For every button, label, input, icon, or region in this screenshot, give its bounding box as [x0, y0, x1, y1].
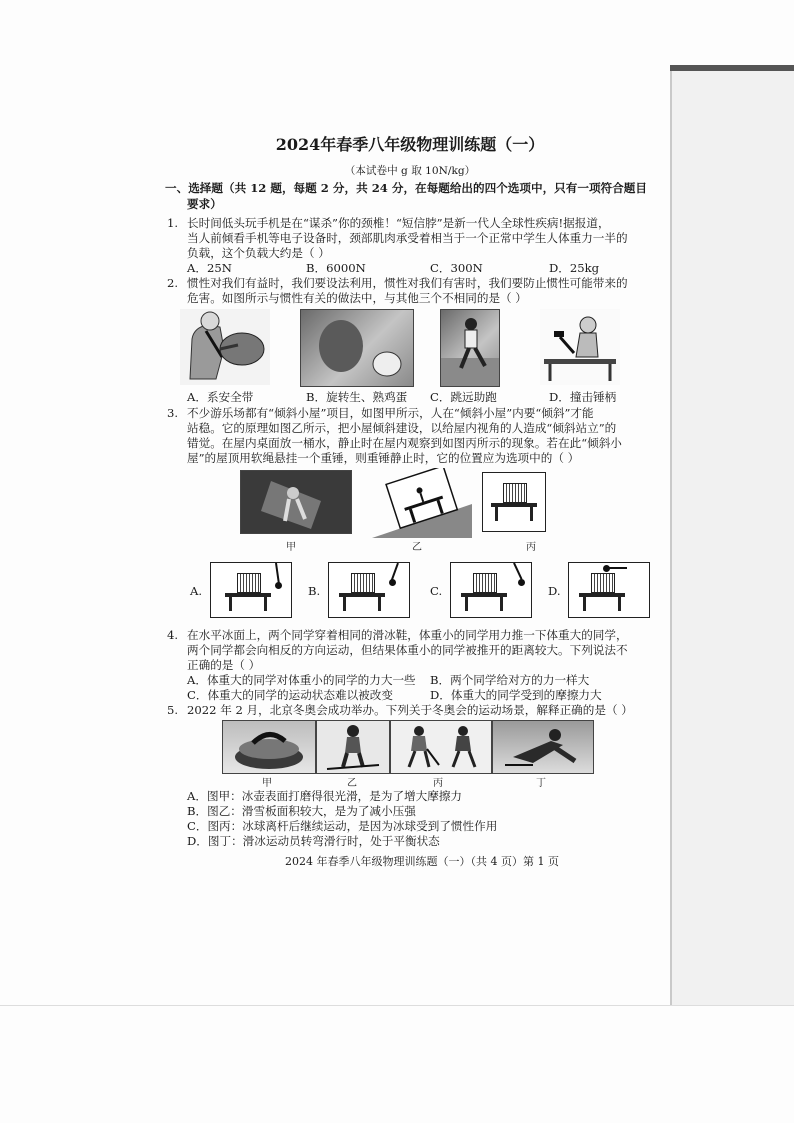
q1-text: 当人前倾看手机等电子设备时，颈部肌肉承受着相当于一个正常中学生人体重力一半的	[187, 231, 628, 245]
q5-caption-yi: 乙	[347, 778, 357, 789]
facing-page-edge	[670, 65, 794, 1005]
skier-photo	[316, 720, 390, 774]
q1-text: 长时间低头玩手机是在“谋杀”你的颈椎！“短信脖”是新一代人全球性疾病!据报道，	[187, 216, 610, 230]
q2-option-a: A．系安全带	[187, 390, 254, 404]
long-jump-photo	[440, 309, 500, 387]
q5-option-d: D．图丁：滑冰运动员转弯滑行时，处于平衡状态	[187, 834, 440, 848]
q4-text: 在水平冰面上，两个同学穿着相同的滑冰鞋，体重小的同学用力推一下体重大的同学，	[187, 628, 628, 642]
q3-text: 错觉。在屋内桌面放一桶水，静止时在屋内观察到如图丙所示的现象。若在此“倾斜小	[187, 436, 622, 450]
q5-option-a: A．图甲：冰壶表面打磨得很光滑，是为了增大摩擦力	[187, 789, 463, 803]
q4-number: 4.	[167, 628, 179, 642]
tilted-house-photo	[240, 470, 352, 534]
q5-option-b: B．图乙：滑雪板面积较大，是为了减小压强	[187, 804, 416, 818]
q3-option-d-label: D.	[548, 584, 561, 598]
exam-note: （本试卷中 g 取 10N/kg）	[344, 165, 476, 177]
speed-skater-photo	[492, 720, 594, 774]
q4-option-c: C．体重大的同学的运动状态难以被改变	[187, 688, 393, 702]
q2-option-d: D．撞击锤柄	[549, 390, 617, 404]
q4-option-b: B．两个同学给对方的力一样大	[430, 673, 590, 687]
q1-option-d: D．25kg	[549, 261, 600, 275]
q5-text: 2022 年 2 月，北京冬奥会成功举办。下列关于冬奥会的运动场景，解释正确的是（ ）	[187, 703, 633, 717]
q1-number: 1.	[167, 216, 179, 230]
q3-option-c-diagram	[450, 562, 532, 618]
q4-text: 两个同学都会向相反的方向运动，但结果体重小的同学被推开的距离较大。下列说法不	[187, 643, 628, 657]
q5-option-c: C．图丙：冰球离杆后继续运动，是因为冰球受到了惯性作用	[187, 819, 498, 833]
q3-option-a-label: A.	[190, 584, 203, 598]
section-heading-cont: 要求）	[187, 197, 222, 211]
q3-option-a-diagram	[210, 562, 292, 618]
q2-text: 惯性对我们有益时，我们要设法利用，惯性对我们有害时，我们要防止惯性可能带来的	[187, 276, 628, 290]
exam-title: 2024年春季八年级物理训练题（一）	[275, 135, 545, 154]
q4-text: 正确的是（ ）	[187, 658, 261, 672]
q3-option-b-label: B.	[308, 584, 321, 598]
page-bottom-edge	[0, 1005, 794, 1006]
q2-option-c: C．跳远助跑	[430, 390, 497, 404]
q1-option-a: A．25N	[187, 261, 232, 275]
q4-option-a: A．体重大的同学对体重小的同学的力大一些	[187, 673, 416, 687]
q2-option-b: B．旋转生、熟鸡蛋	[306, 390, 408, 404]
q3-caption-yi: 乙	[412, 542, 422, 553]
q1-text: 负载，这个负载大约是（ ）	[187, 246, 330, 260]
q2-text: 危害。如图所示与惯性有关的做法中，与其他三个不相同的是（ ）	[187, 291, 527, 305]
q5-caption-bing: 丙	[433, 778, 443, 789]
q3-caption-jia: 甲	[286, 542, 296, 553]
q3-number: 3.	[167, 406, 179, 420]
hammer-handle-image	[540, 309, 620, 385]
q5-number: 5.	[167, 703, 179, 717]
section-heading: 一、选择题（共 12 题，每题 2 分，共 24 分，在每题给出的四个选项中，只有一项符合题目	[165, 181, 647, 195]
curling-stone-photo	[222, 720, 316, 774]
q3-text: 站稳。它的原理如图乙所示，把小屋倾斜建设，以给屋内视角的人造成“倾斜站立”的	[187, 421, 617, 435]
q5-caption-jia: 甲	[262, 778, 272, 789]
q3-option-c-label: C.	[430, 584, 443, 598]
q1-option-c: C．300N	[430, 261, 483, 275]
ice-hockey-photo	[390, 720, 492, 774]
tilted-house-bucket-diagram	[482, 472, 546, 532]
seatbelt-image	[180, 309, 270, 385]
page-shadow	[670, 65, 794, 71]
spinning-eggs-photo	[300, 309, 414, 387]
q1-option-b: B．6000N	[306, 261, 366, 275]
tilted-house-diagram	[372, 468, 472, 538]
q3-option-d-diagram	[568, 562, 650, 618]
q2-number: 2.	[167, 276, 179, 290]
q3-option-b-diagram	[328, 562, 410, 618]
q3-caption-bing: 丙	[526, 542, 536, 553]
q5-caption-ding: 丁	[536, 778, 546, 789]
q3-text: 不少游乐场都有“倾斜小屋”项目，如图甲所示，人在“倾斜小屋”内要“倾斜”才能	[187, 406, 594, 420]
q4-option-d: D．体重大的同学受到的摩擦力大	[430, 688, 602, 702]
q3-text: 屋”的屋顶用软绳悬挂一个重锤，则重锤静止时，它的位置应为选项中的（ ）	[187, 451, 580, 465]
page-footer: 2024 年春季八年级物理训练题（一）（共 4 页）第 1 页	[285, 855, 559, 868]
